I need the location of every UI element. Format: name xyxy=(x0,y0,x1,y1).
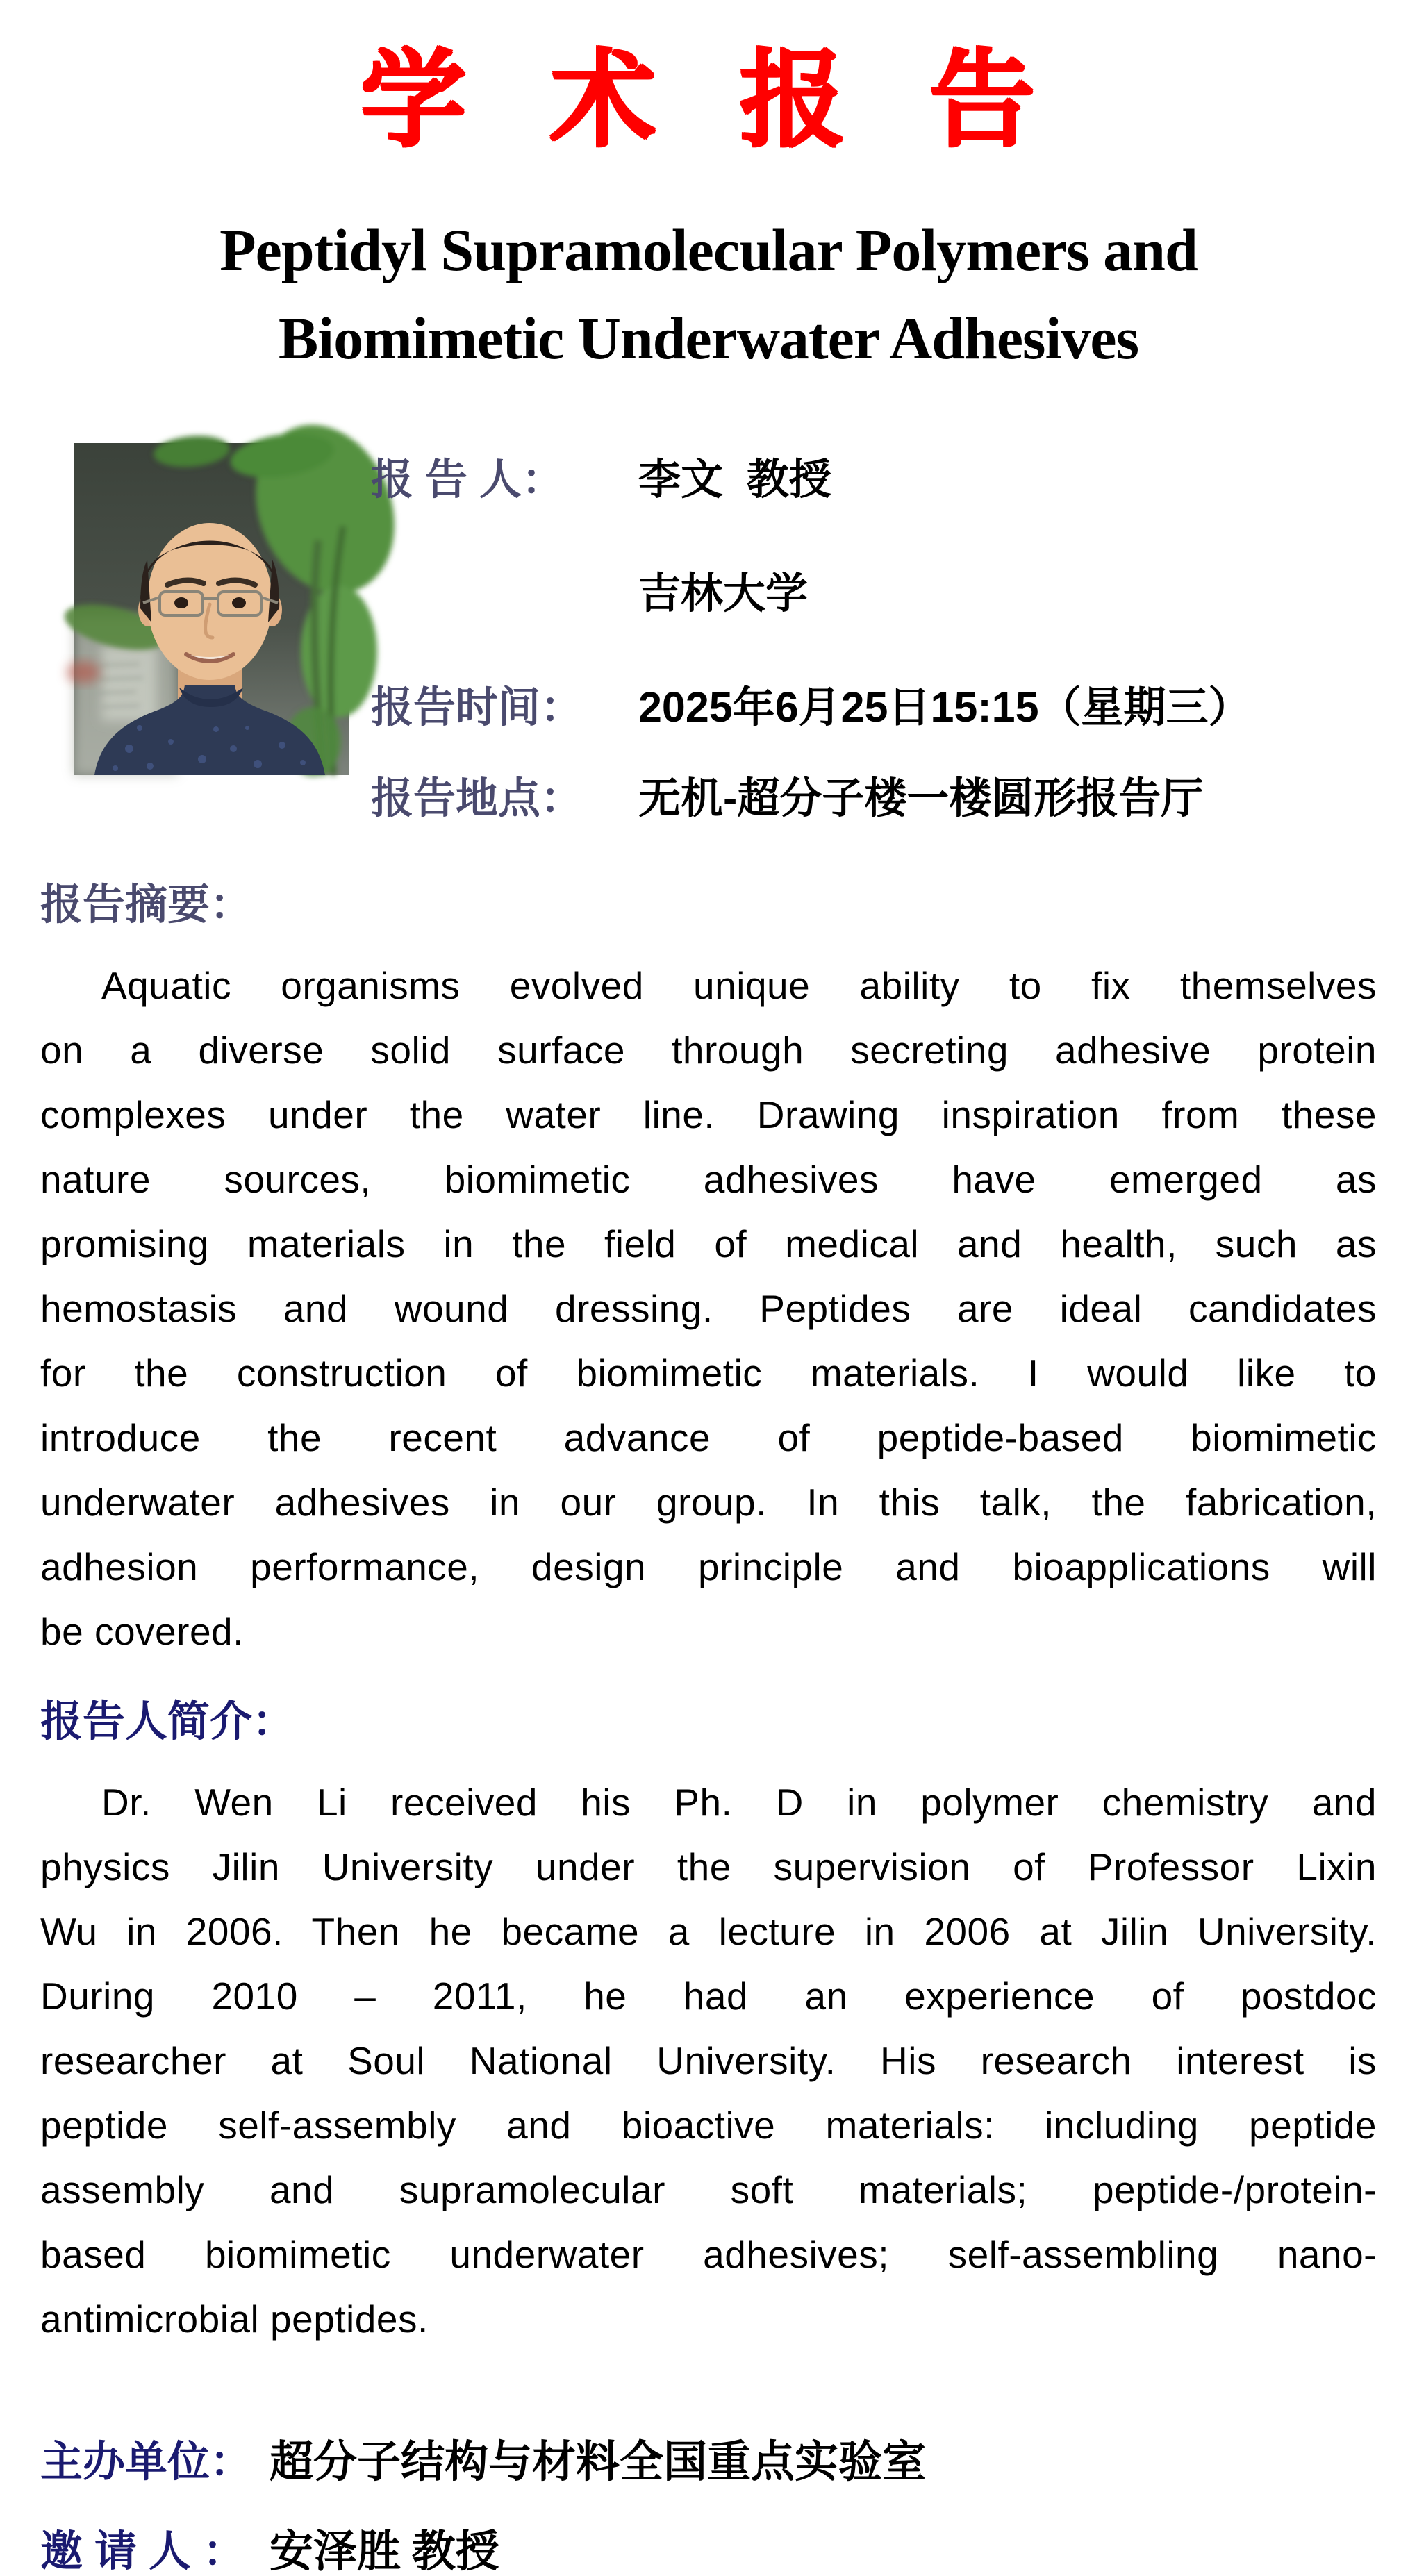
paragraph-line: complexes under the water line. Drawing inspiration from these xyxy=(40,1092,1377,1136)
paragraph-line: for the construction of biomimetic materials. I would like to xyxy=(40,1351,1377,1395)
paragraph-line: be covered. xyxy=(40,1609,244,1653)
paragraph-line: researcher at Soul National University. His research interest is xyxy=(40,2038,1377,2082)
speaker-photo xyxy=(74,443,349,779)
abstract-heading: 报告摘要： xyxy=(40,880,253,928)
paragraph-line: assembly and supramolecular soft materials; peptide-/protein- xyxy=(40,2168,1377,2211)
bio-paragraph xyxy=(40,1770,1377,2352)
paragraph-line: nature sources, biomimetic adhesives have emerged as xyxy=(40,1157,1377,1201)
paragraph-line: promising materials in the field of medical and health, such as xyxy=(40,1222,1377,1265)
speaker-info xyxy=(371,443,1377,820)
abstract-paragraph xyxy=(40,954,1377,1664)
paragraph-line: hemostasis and wound dressing. Peptides are ideal candidates xyxy=(40,1286,1377,1330)
speaker-section xyxy=(74,443,1377,820)
talk-venue-row xyxy=(371,774,1377,822)
inviter-value: 安泽胜 教授 xyxy=(270,2527,499,2576)
host-row xyxy=(40,2437,1377,2486)
paragraph-line: based biomimetic underwater adhesives; self-assembling nano- xyxy=(40,2232,1377,2276)
talk-title-line1: Peptidyl Supramolecular Polymers and xyxy=(219,217,1198,284)
paragraph-line: underwater adhesives in our group. In this talk, the fabrication, xyxy=(40,1480,1377,1524)
talk-venue-label: 报告地点： xyxy=(371,774,583,822)
bio-heading: 报告人简介： xyxy=(40,1697,295,1745)
bio-section xyxy=(40,1697,1377,2352)
talk-venue-value: 无机-超分子楼一楼圆形报告厅 xyxy=(638,774,1204,822)
paragraph-line: on a diverse solid surface through secreting adhesive protein xyxy=(40,1028,1377,1072)
talk-title xyxy=(40,206,1377,383)
speaker-name-row xyxy=(371,455,1377,503)
abstract-section xyxy=(40,880,1377,1664)
paragraph-line: introduce the recent advance of peptide-based biomimetic xyxy=(40,1415,1377,1459)
host-label: 主办单位： xyxy=(40,2437,253,2485)
paragraph-line: adhesion performance, design principle and bioapplications will xyxy=(40,1545,1377,1588)
paragraph-line: antimicrobial peptides. xyxy=(40,2297,429,2341)
speaker-name-label: 报 告 人： xyxy=(371,455,564,503)
banner-title: 学 术 报 告 xyxy=(359,38,1058,160)
speaker-name-value: 李文 教授 xyxy=(638,455,831,503)
talk-time-row xyxy=(371,683,1377,731)
inviter-row xyxy=(40,2527,1377,2576)
speaker-affiliation-row xyxy=(371,569,1377,617)
speaker-affiliation-value: 吉林大学 xyxy=(638,569,809,617)
talk-time-value: 2025年6月25日15:15（星期三） xyxy=(638,683,1251,731)
paragraph-line: During 2010 – 2011, he had an experience of postdoc xyxy=(40,1974,1377,2018)
lecture-poster-page xyxy=(0,28,1417,2576)
footer-section xyxy=(40,2437,1377,2576)
host-value: 超分子结构与材料全国重点实验室 xyxy=(270,2437,926,2486)
talk-time-label: 报告时间： xyxy=(371,683,583,731)
speaker-photo-image xyxy=(74,443,349,775)
inviter-label: 邀 请 人 ： xyxy=(40,2527,245,2575)
paragraph-line: physics Jilin University under the supervision of Professor Lixin xyxy=(40,1845,1377,1888)
paragraph-line: Aquatic organisms evolved unique ability to fix themselves xyxy=(101,963,1377,1007)
paragraph-line: Wu in 2006. Then he became a lecture in 2006 at Jilin University. xyxy=(40,1909,1377,1953)
talk-title-line2: Biomimetic Underwater Adhesives xyxy=(278,305,1139,372)
paragraph-line: Dr. Wen Li received his Ph. D in polymer chemistry and xyxy=(101,1780,1377,1824)
paragraph-line: peptide self-assembly and bioactive materials: including peptide xyxy=(40,2103,1377,2147)
